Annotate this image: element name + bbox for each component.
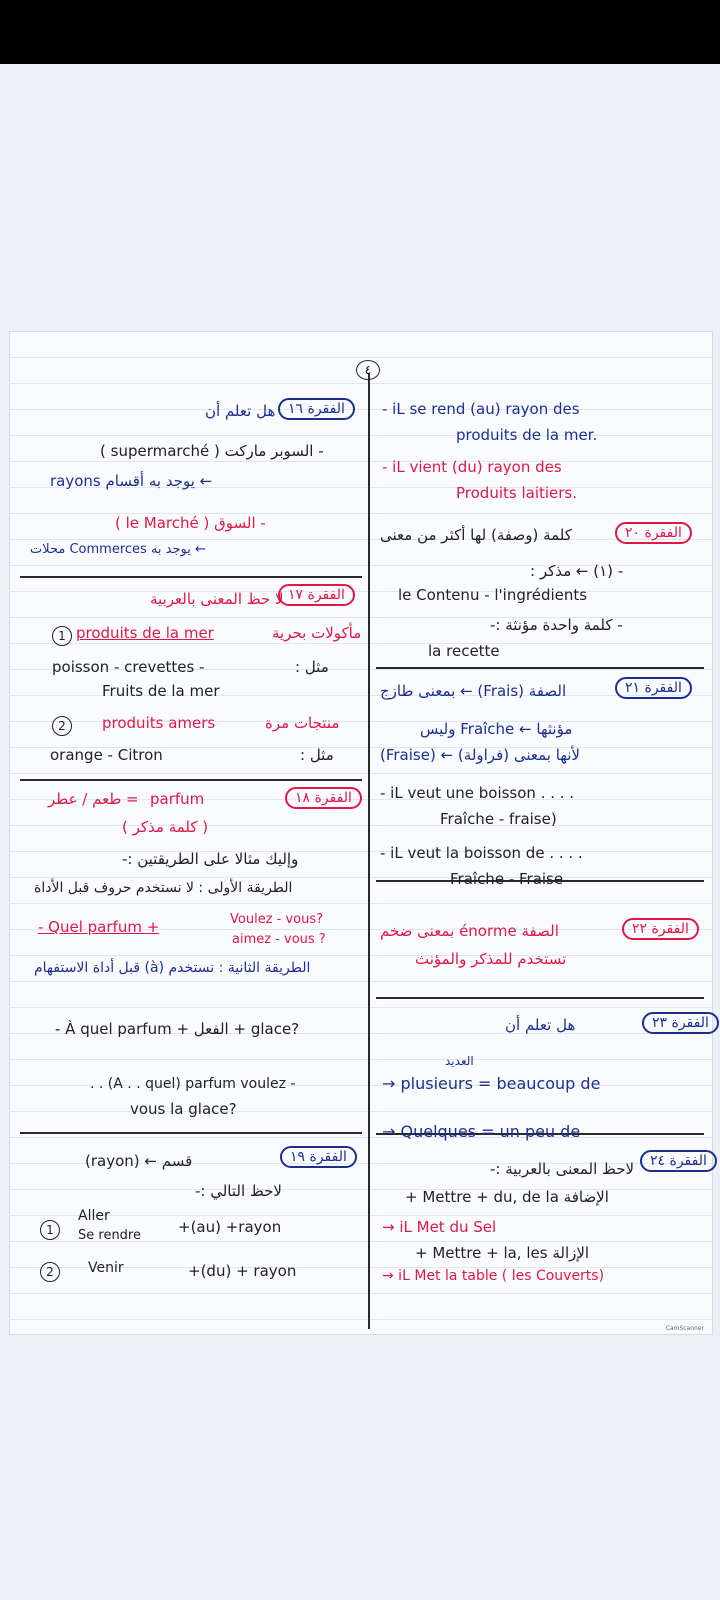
note-line: - (١) ← مذكر : [530, 562, 624, 580]
note-line: Produits laitiers. [456, 484, 578, 502]
example-label: مثل : [300, 746, 334, 764]
section-badge: الفقرة ١٦ [278, 398, 355, 420]
section-badge: الفقرة ١٨ [285, 787, 362, 809]
section-badge: الفقرة ١٧ [278, 584, 355, 606]
section-title: هل تعلم أن [505, 1016, 576, 1034]
section-title: قسم ← (rayon) [85, 1152, 193, 1170]
note-line: الإضافة Mettre + du, de la + [405, 1188, 609, 1206]
section-badge: الفقرة ٢٤ [640, 1150, 717, 1172]
divider [20, 576, 362, 578]
note-line: - السوق ( le Marché ) [115, 514, 266, 532]
example-label: مثل : [295, 658, 329, 676]
verb: Se rendre [78, 1228, 141, 1243]
note-line: - iL veut une boisson . . . . [380, 784, 575, 802]
status-bar [0, 0, 720, 64]
page-number: ٤ [356, 360, 380, 380]
term-fr: produits de la mer [76, 624, 214, 642]
note-line: . . (A . . quel) parfum voulez - [90, 1076, 296, 1092]
note-line: → Quelques = un peu de [382, 1122, 581, 1141]
note-line: ← يوجد به أقسام rayons [50, 472, 213, 490]
note-line: ← يوجد به Commerces محلات [30, 542, 206, 557]
section-badge: الفقرة ٢١ [615, 677, 692, 699]
term-fr: produits amers [102, 714, 216, 732]
note-line: la recette [428, 642, 500, 660]
rule: +(au) +rayon [178, 1218, 282, 1236]
note-line: → plusieurs = beaucoup de [382, 1074, 601, 1093]
note-line: Fraîche - Fraise [450, 870, 564, 888]
rule: +(du) + rayon [188, 1262, 297, 1280]
term-ar: منتجات مرة [265, 714, 340, 732]
note-line: - iL veut la boisson de . . . . [380, 844, 583, 862]
section-title: الصفة (Frais) ← بمعنى طازج [380, 682, 567, 700]
section-badge: الفقرة ٢٠ [615, 522, 692, 544]
example: Fruits de la mer [102, 682, 220, 700]
note-line: - iL se rend (au) rayon des [382, 400, 580, 418]
note-line: (Fraise) ← لأنها بمعنى (فراولة) [380, 746, 580, 764]
note-line: الإزالة Mettre + la, les + [415, 1244, 590, 1262]
item-number: 1 [40, 1220, 60, 1240]
note-line: - Quel parfum + [38, 918, 160, 936]
example: poisson - crevettes - [52, 658, 205, 676]
divider [376, 997, 704, 999]
note-line: - iL vient (du) rayon des [382, 458, 562, 476]
term-fr: parfum [150, 790, 205, 808]
item-number: 2 [40, 1262, 60, 1282]
note-line: = طعم / عطر [48, 790, 139, 808]
note-line: → iL Met la table ( les Couverts) [382, 1268, 605, 1284]
note-line: مؤنثها ← Fraîche وليس [420, 720, 573, 738]
divider [376, 667, 704, 669]
note-line: → iL Met du Sel [382, 1218, 497, 1236]
notes-page [9, 331, 713, 1335]
scanner-watermark: CamScanner [665, 1325, 704, 1332]
verb: Venir [88, 1260, 124, 1276]
note-line: لاحظ التالي :- [195, 1182, 282, 1200]
note-line: تستخدم للمذكر والمؤنث [415, 950, 567, 968]
note-line: le Contenu - l'ingrédients [398, 586, 588, 604]
note-line: ( كلمة مذكر ) [122, 818, 209, 836]
divider [20, 779, 362, 781]
note-line: - كلمة واحدة مؤنثة :- [490, 616, 623, 634]
divider [20, 1132, 362, 1134]
item-number: 2 [52, 716, 72, 736]
section-title: كلمة (وصفة) لها أكثر من معنى [380, 526, 572, 544]
example: orange - Citron [50, 746, 163, 764]
note-line: vous la glace? [130, 1100, 237, 1118]
note-line: - السوبر ماركت ( supermarché ) [100, 442, 324, 460]
note-line: Voulez - vous? [230, 912, 324, 927]
note-line: وإليك مثالا على الطريقتين :- [122, 850, 299, 868]
section-badge: الفقرة ١٩ [280, 1146, 357, 1168]
item-number: 1 [52, 626, 72, 646]
section-title: هل تعلم أن [205, 402, 276, 420]
section-title: لا حظ المعنى بالعربية [150, 590, 284, 608]
section-badge: الفقرة ٢٣ [642, 1012, 719, 1034]
term-ar: مأكولات بحرية [272, 624, 362, 642]
verb: Aller [78, 1208, 110, 1224]
note-line: - À quel parfum + الفعل + glace? [55, 1020, 300, 1038]
note-line: aimez - vous ? [232, 932, 326, 947]
note-line: العديد [445, 1054, 474, 1068]
section-badge: الفقرة ٢٢ [622, 918, 699, 940]
note-line: produits de la mer. [456, 426, 598, 444]
note-line: الطريقة الأولى : لا نستخدم حروف قبل الأداة [34, 880, 293, 896]
note-line: الطريقة الثانية : نستخدم (à) قبل أداة الاستفهام [34, 960, 311, 976]
column-divider [368, 374, 370, 1329]
section-title: الصفة énorme بمعنى ضخم [380, 922, 559, 940]
note-line: Fraîche - fraise) [440, 810, 557, 828]
section-title: لاحظ المعنى بالعربية :- [490, 1160, 635, 1178]
